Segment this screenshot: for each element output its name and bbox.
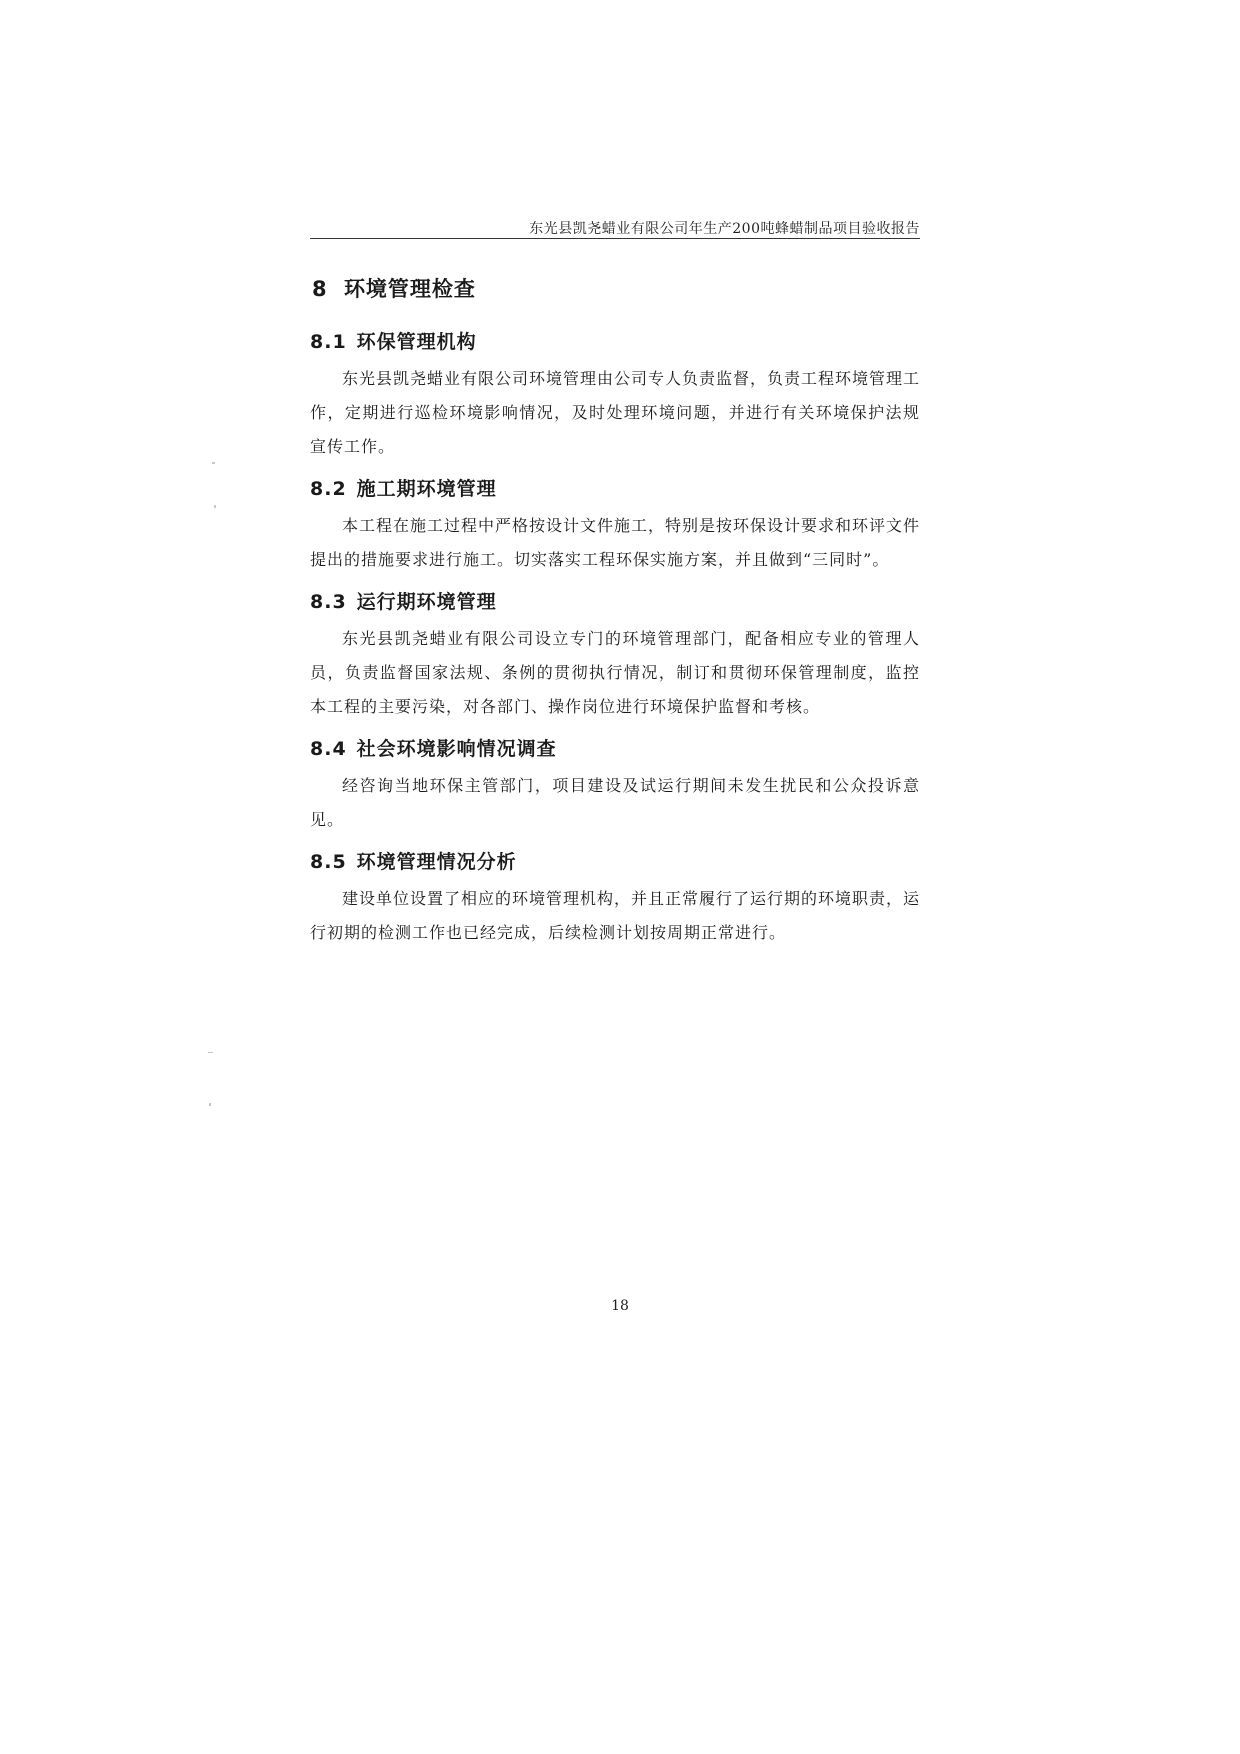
section-8-3 (310, 587, 920, 724)
section-paragraph: 东光县凯尧蜡业有限公司环境管理由公司专人负责监督，负责工程环境管理工作，定期进行巡检环境影响情况，及时处理环境问题，并进行有关环境保护法规宣传工作。 (310, 369, 921, 456)
section-number: 8.4 (310, 738, 347, 760)
section-number: 8.3 (310, 591, 347, 613)
running-header: 东光县凯尧蜡业有限公司年生产200吨蜂蜡制品项目验收报告 (529, 221, 920, 237)
section-8-4 (310, 734, 920, 837)
scan-speck (208, 1052, 213, 1053)
page-number: 18 (611, 1298, 629, 1314)
scan-speck (209, 1103, 211, 1106)
section-title: 施工期环境管理 (356, 478, 497, 500)
section-number: 8.5 (310, 851, 347, 873)
section-heading (310, 327, 920, 354)
chapter-title: 环境管理检查 (343, 277, 476, 301)
section-heading (310, 474, 920, 501)
section-heading (310, 587, 920, 614)
section-8-2 (310, 474, 920, 577)
chapter-number: 8 (312, 277, 328, 301)
section-number: 8.1 (310, 331, 347, 353)
section-paragraph: 本工程在施工过程中严格按设计文件施工，特别是按环保设计要求和环评文件提出的措施要求进行施工。切实落实工程环保实施方案，并且做到“三同时”。 (310, 516, 921, 569)
section-title: 环境管理情况分析 (356, 851, 517, 873)
section-paragraph: 建设单位设置了相应的环境管理机构，并且正常履行了运行期的环境职责，运行初期的检测工作也已经完成，后续检测计划按周期正常进行。 (310, 889, 921, 942)
section-paragraph: 东光县凯尧蜡业有限公司设立专门的环境管理部门，配备相应专业的管理人员，负责监督国家法规、条例的贯彻执行情况，制订和贯彻环保管理制度，监控本工程的主要污染，对各部门、操作岗位进行环境保护监督和考核。 (310, 629, 920, 716)
section-paragraph: 经咨询当地环保主管部门，项目建设及试运行期间未发生扰民和公众投诉意见。 (310, 776, 920, 829)
section-title: 运行期环境管理 (356, 591, 497, 613)
section-8-1 (310, 327, 920, 464)
header-divider (310, 238, 920, 239)
chapter-heading (312, 273, 920, 303)
section-heading (310, 847, 920, 874)
section-heading (310, 734, 920, 761)
section-title: 社会环境影响情况调查 (356, 738, 557, 760)
section-number: 8.2 (310, 478, 347, 500)
scan-speck (214, 505, 216, 508)
document-body (310, 265, 920, 956)
scan-speck (212, 462, 215, 464)
section-8-5 (310, 847, 920, 950)
section-title: 环保管理机构 (356, 331, 477, 353)
